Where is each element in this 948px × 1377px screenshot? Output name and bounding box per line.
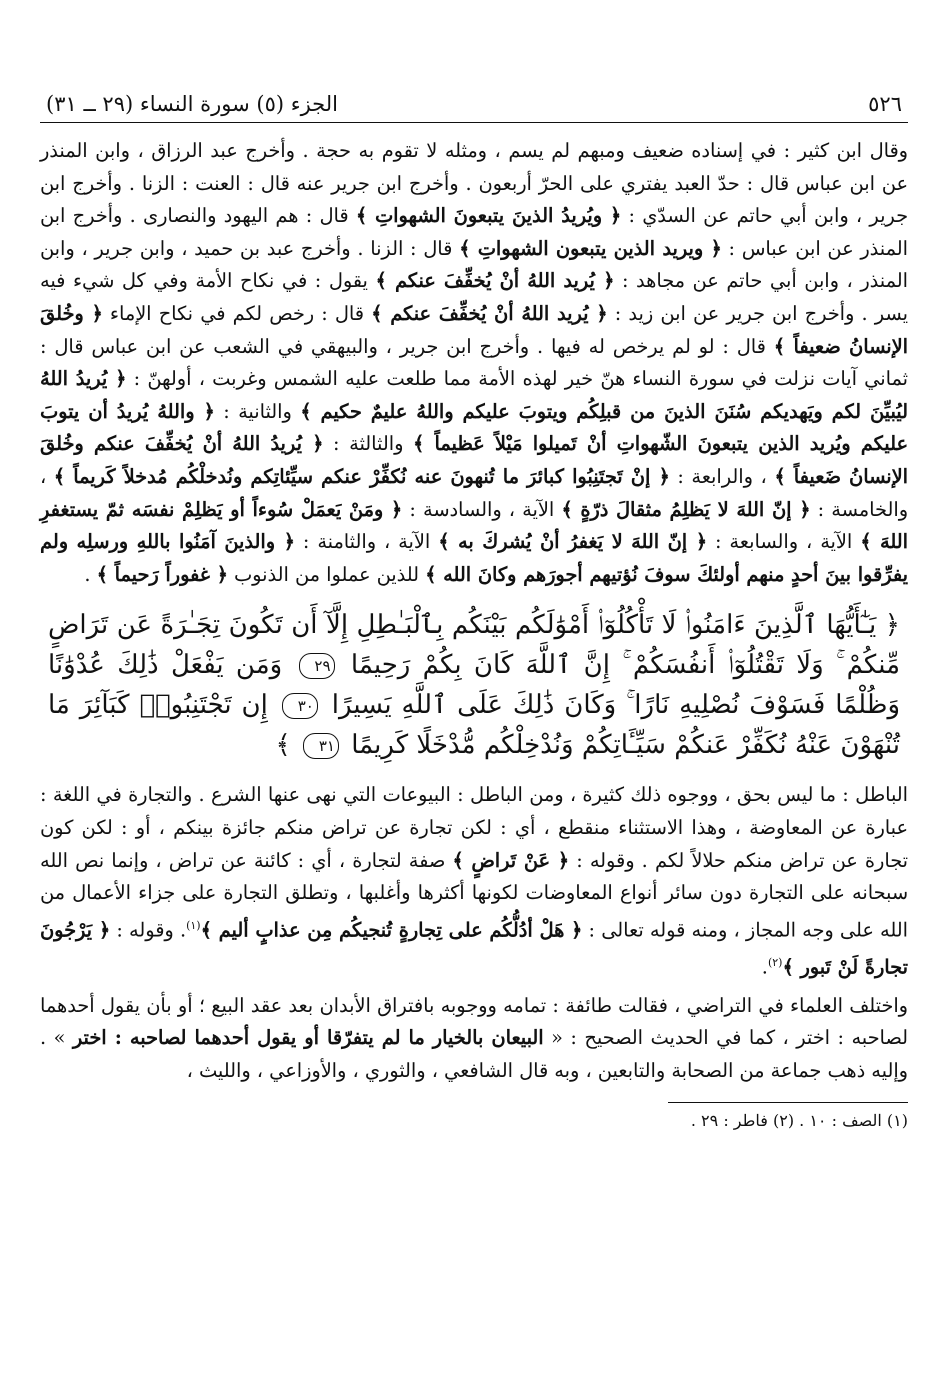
verse-text: يَـٰٓأَيُّهَا ٱلَّذِينَ ءَامَنُوا۟ لَا تَأْكُلُوٓا۟ أَمْوَٰلَكُم بَيْنَكُم بِٱلْبَـٰطِلِ إِلَّآ أَن تَكُونَ تِجَـٰرَةً عَن تَرَاضٍ مِّنكُمْ ۚ وَلَا تَقْتُلُوٓا۟ أَنفُسَكُمْ ۚ إِنَّ ٱللَّهَ كَانَ بِكُمْ رَحِيمًا [48,610,901,681]
quran-quote: ﴿ إنّ اللهَ لا يَظلِمُ مثقالَ ذرّةٍ ﴾ [561,497,811,521]
text-run: ، والرابعة : [669,464,775,488]
quran-quote: ﴿ ويريد الذين يتبعون الشهواتِ ﴾ [459,236,722,260]
text-run: قال : هم اليهود والنصارى . وأخرج ابن المنذر عن ابن عباس : [40,204,908,260]
quran-quote: ﴿ هَلْ أدُلُّكُم على تِجارةٍ تُنجيكُم مِن عذابٍ أليم ﴾ [200,918,583,942]
text-run: الآية ، والسابعة : [707,530,861,554]
quran-verse-block [40,605,908,765]
paragraph-commentary [40,779,908,983]
quran-quote: ﴿ غفوراً رَحيماً ﴾ [96,562,228,586]
verse-close-bracket: ﴾ [275,730,291,761]
running-head: الجزء (٥) سورة النساء (٢٩ ــ ٣١) [46,92,338,116]
ayah-number-marker: ٣١ [303,733,339,759]
quran-quote: ﴿ يَرْجُونَ تجارةً لَنْ تَبور ﴾ [40,918,908,979]
text-run: الآية ، والثامنة : [294,530,439,554]
page-number: ٥٢٦ [868,92,902,116]
text-run: قال : لو لم يرخص له فيها . وأخرج ابن جرير ، والبيهقي في الشعب عن ابن عباس قال : ثماني آيات نزلت في سورة النساء هنّ خير لهذه الأمة مما طلعت عليه الشمس وغربت ، أولهنّ : [40,334,908,391]
quran-quote: ﴿ وخُلقَ الإنسانُ ضعيفاً ﴾ [40,301,908,358]
paragraph-hadith-reports [40,135,908,591]
text-run: الآية ، والسادسة : [402,497,562,521]
quran-quote: ﴿ ويُريدُ الذينَ يتبعونَ الشهواتِ ﴾ [355,204,622,228]
text-run: » . وإليه ذهب جماعة من الصحابة والتابعين ، وبه قال الشافعي ، والثوري ، والأوزاعي ، والليث ، [40,1026,908,1082]
quran-quote: ﴿ يُريد اللهُ أنْ يُخفِّفَ عنكم ﴾ [371,301,608,325]
text-run: والثانية : [214,399,301,423]
quran-quote: ﴿ عَنْ تَراضٍ ﴾ [452,848,570,872]
footnote-ref: (٢) [767,955,783,969]
text-run: صفة لتجارة ، أي : كائنة عن تراض ، وإنما نص الله سبحانه على التجارة دون سائر أنواع المعاوضات لكونها أكثرها وأغلبها ، وتطلق التجارة على جزاء الأعمال من الله على وجه المجاز ، ومنه قوله تعالى : [40,848,909,942]
text-run: . [84,562,97,586]
quran-quote: ﴿ والذينَ آمَنُوا باللهِ ورسلِه ولم يفرِّقوا بينَ أحدٍ منهم أولئكَ سوفَ نُؤتيهم أجورَهم وكانَ الله ﴾ [40,530,908,586]
quran-quote: ﴿ إنْ تَجتَنِبُوا كبائرَ ما تُنهونَ عنه نُكفِّرْ عنكم سيِّئاتِكم ونُدخلْكُم مُدخلاً كَريماً ﴾ [53,464,670,488]
text-run: وقال ابن كثير : في إسناده ضعيف ومبهم لم يسم ، ومثله لا تقوم به حجة . وأخرج عبد الرزاق ، وابن المنذر عن ابن عباس قال : حدّ العبد يفتري على الحرّ أربعون . وأخرج ابن جرير عنه قال : العنت : الزنا . وأخرج ابن جرير ، وابن أبي حاتم عن السدّي : [40,139,908,228]
text-run: قال : رخص لكم في نكاح الإماء [102,301,372,325]
book-page [40,88,908,1348]
text-run: والثالثة : [323,432,414,456]
verse-text: إِن تَجْتَنِبُوا۟ كَبَآئِرَ مَا تُنْهَوْنَ عَنْهُ نُكَفِّرْ عَنكُمْ سَيِّـَٔاتِكُمْ وَنُدْخِلْكُم مُّدْخَلًا كَرِيمًا [48,690,900,761]
text-run: واختلف العلماء في التراضي ، فقالت طائفة : تمامه ووجوبه بافتراق الأبدان بعد عقد البيع ؛ أو بأن يقول أحدهما لصاحبه : اختر ، كما في الحديث الصحيح : « [40,993,908,1050]
quran-quote: ﴿ يُريد اللهُ أنْ يُخفِّفَ عنكم ﴾ [375,269,615,293]
quran-quote: ﴿ يُريدُ اللهُ ليُبيِّنَ لكم ويَهديكم سُنَنَ الذينَ من قبلِكُم ويتوبَ عليكم واللهُ عليمٌ حكيم ﴾ [40,367,908,423]
text-run: قال : الزنا . وأخرج عبد بن حميد ، وابن جرير ، وابن المنذر ، وابن أبي حاتم عن مجاهد : [40,236,908,293]
ayah-number-marker: ٣٠ [282,693,318,719]
quran-quote: ﴿ ومَنْ يَعمَلْ سُوءاً أو يَظلِمْ نفسَه ثمّ يستغفرِ اللهَ ﴾ [40,497,909,554]
verse-open-bracket: ﴿ [884,610,900,641]
ayah-number-marker: ٢٩ [299,653,335,679]
hadith-quote: البيعان بالخيار ما لم يتفرّقا أو يقول أحدهما لصاحبه : اختر [72,1026,544,1050]
paragraph-scholars-opinion [40,990,908,1088]
text-run: الباطل : ما ليس بحق ، ووجوه ذلك كثيرة ، ومن الباطل : البيوعات التي نهى عنها الشرع . والتجارة في اللغة : عبارة عن المعاوضة ، وهذا الاستثناء منقطع ، أي : لكن تجارة عن تراض منكم جائزة بينكم ، أو : لكن كون تجارة عن تراض منكم حلالاً لكم . وقوله : [40,783,909,872]
footnote-ref: (١) [186,918,201,932]
quran-quote: ﴿ يُريدُ اللهُ أنْ يُخفِّفَ عنكم وخُلقَ الإنسانُ ضَعيفاً ﴾ [40,432,909,488]
page-header [40,88,908,123]
footnote-divider [668,1102,908,1103]
text-run: للذين عملوا من الذنوب [227,562,426,586]
text-run: . وقوله : [110,918,187,942]
text-run: يقول : في نكاح الأمة وفي كل شيء فيه يسر . وأخرج ابن جرير عن ابن زيد : [40,269,908,325]
footnotes: (١) الصف : ١٠ . (٢) فاطر : ٢٩ . [690,1110,908,1130]
text-run: ، والخامسة : [40,464,909,521]
verse-text: وَمَن يَفْعَلْ ذَٰلِكَ عُدْوَٰنًا وَظُلْمًا فَسَوْفَ نُصْلِيهِ نَارًا ۚ وَكَانَ ذَٰلِكَ عَلَى ٱللَّهِ يَسِيرًا [48,650,901,721]
quran-quote: ﴿ واللهُ يُريدُ أن يتوبَ عليكم ويُريد الذين يتبعونَ الشّهواتِ أنْ تَميلوا مَيْلاً عَظيماً ﴾ [40,399,908,456]
text-run: . [761,955,768,979]
quran-quote: ﴿ إنّ اللهَ لا يَغفرُ أنْ يُشركَ به ﴾ [438,530,708,554]
